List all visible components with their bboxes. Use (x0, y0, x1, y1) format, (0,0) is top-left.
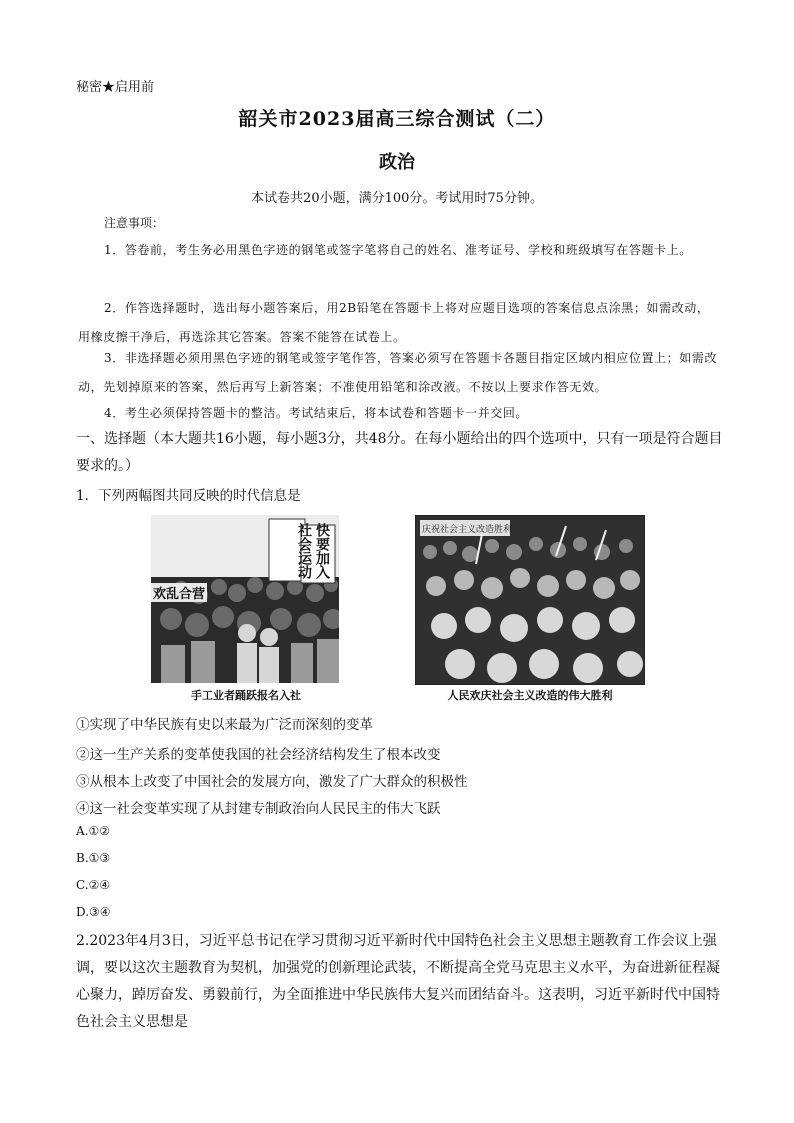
photo2-banner-text: 庆祝社会主义改造胜利 (422, 525, 513, 535)
question-2-stem: 2.2023年4月3日，习近平总书记在学习贯彻习近平新时代中国特色社会主义思想主题教育工作会议上强调，要以这次主题教育为契机，加强党的创新理论武装，不断提高全党马克思主义水平，为奋进新征程凝心聚力，踔厉奋发、勇毅前行，为全面推进中华民族伟大复兴而团结奋斗。这表明，习近平新时代中国特色社会主义思想是 (76, 933, 720, 1030)
confidential-mark: 秘密★启用前 (76, 80, 155, 95)
note-2: 2．作答选择题时，选出每小题答案后，用2B铅笔在答题卡上将对应题目选项的答案信息点涂黑；如需改动，用橡皮擦干净后，再选涂其它答案。答案不能答在试卷上。 (78, 301, 710, 344)
choice-d: D.③④ (76, 905, 111, 919)
statement-1: ①实现了中华民族有史以来最为广泛而深刻的变革 (76, 717, 373, 733)
exam-info: 本试卷共20小题，满分100分。考试用时75分钟。 (251, 191, 543, 206)
photo-celebration (415, 515, 645, 685)
photo1-sign-text: 快要加入社会运动 (296, 523, 330, 579)
photo-handicraft-workers (151, 515, 339, 683)
question-1-stem: 1．下列两幅图共同反映的时代信息是 (76, 488, 301, 504)
note-1: 1．答卷前，考生务必用黑色字迹的钢笔或签字笔将自己的姓名、准考证号、学校和班级填写在答题卡上。 (104, 243, 692, 257)
statement-4: ④这一社会变革实现了从封建专制政治向人民民主的伟大飞跃 (76, 801, 441, 817)
subject-title: 政治 (379, 152, 415, 173)
photo1-banner-text: 欢乱合营 (151, 583, 207, 602)
choice-c: C.②④ (76, 878, 111, 892)
statement-2: ②这一生产关系的变革使我国的社会经济结构发生了根本改变 (76, 747, 441, 763)
notes-heading: 注意事项： (104, 216, 165, 230)
photo1-caption: 手工业者踊跃报名入社 (191, 689, 301, 702)
choice-b: B.①③ (76, 851, 111, 865)
statement-3: ③从根本上改变了中国社会的发展方向，激发了广大群众的积极性 (76, 774, 468, 790)
choice-a: A.①② (76, 824, 110, 838)
section-1-heading: 一、选择题（本大题共16小题，每小题3分，共48分。在每小题给出的四个选项中，只有一项是符合题目要求的。） (76, 431, 723, 474)
exam-title: 韶关市2023届高三综合测试（二） (238, 108, 556, 130)
photo2-caption: 人民欢庆社会主义改造的伟大胜利 (447, 689, 613, 702)
note-3: 3．非选择题必须用黑色字迹的钢笔或签字笔作答，答案必须写在答题卡各题目指定区域内相应位置上；如需改动，先划掉原来的答案，然后再写上新答案；不准使用铅笔和涂改液。不按以上要求作答无效。 (78, 351, 718, 394)
note-4: 4．考生必须保持答题卡的整洁。考试结束后，将本试卷和答题卡一并交回。 (104, 406, 529, 420)
